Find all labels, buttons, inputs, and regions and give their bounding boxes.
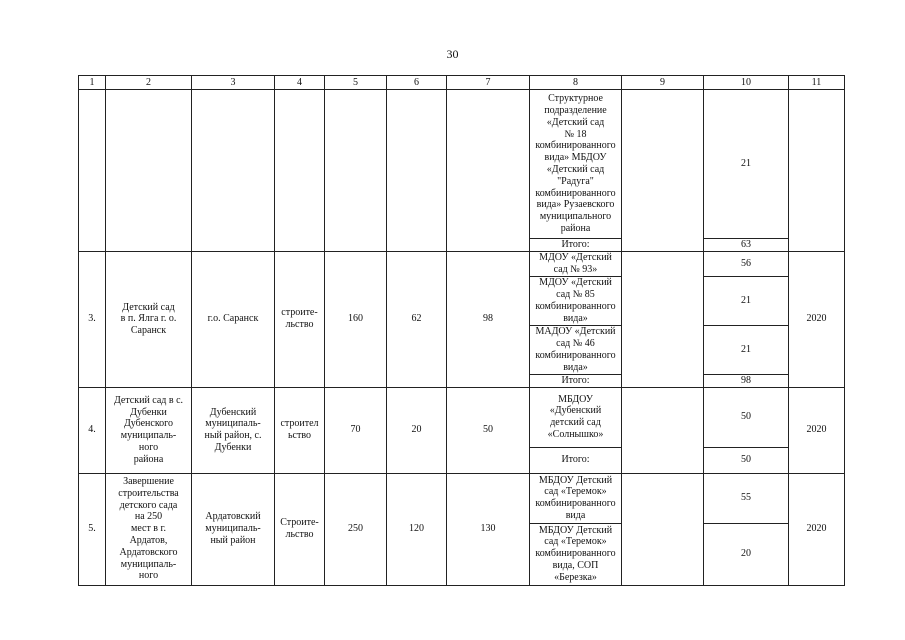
col-header: 8 bbox=[530, 76, 622, 90]
cell-institution: МДОУ «Детский сад № 85 комбинированного вида» bbox=[530, 276, 622, 325]
col-header: 1 bbox=[79, 76, 106, 90]
cell-name: Завершение строительства детского сада на 250 мест в г. Ардатов, Ардатовского муниципаль- ного bbox=[106, 473, 192, 585]
col-header: 2 bbox=[106, 76, 192, 90]
cell-location: Ардатовский муниципаль- ный район bbox=[192, 473, 275, 585]
header-row bbox=[79, 76, 845, 90]
cell-institution: МБДОУ «Дубенский детский сад «Солнышко» bbox=[530, 387, 622, 447]
cell-value: 20 bbox=[704, 523, 789, 585]
cell-value: 21 bbox=[704, 325, 789, 374]
cell-c5: 70 bbox=[325, 387, 387, 473]
cell-num: 5. bbox=[79, 473, 106, 585]
cell-c5 bbox=[325, 90, 387, 252]
cell-c9 bbox=[622, 90, 704, 252]
cell-name bbox=[106, 90, 192, 252]
cell-type: Строите- льство bbox=[275, 473, 325, 585]
table-row bbox=[79, 251, 845, 276]
col-header: 3 bbox=[192, 76, 275, 90]
cell-institution: МБДОУ Детский сад «Теремок» комбинированного вида bbox=[530, 473, 622, 523]
col-header: 5 bbox=[325, 76, 387, 90]
cell-institution: МДОУ «Детский сад № 93» bbox=[530, 251, 622, 276]
cell-num: 3. bbox=[79, 251, 106, 387]
cell-c9 bbox=[622, 387, 704, 473]
cell-c11: 2020 bbox=[789, 387, 845, 473]
cell-type: строите- льство bbox=[275, 251, 325, 387]
cell-location: Дубенский муниципаль- ный район, с. Дубенки bbox=[192, 387, 275, 473]
total-label: Итого: bbox=[530, 239, 622, 252]
cell-institution: МАДОУ «Детский сад № 46 комбинированного вида» bbox=[530, 325, 622, 374]
total-value: 63 bbox=[704, 239, 789, 252]
cell-value: 21 bbox=[704, 276, 789, 325]
cell-c6: 62 bbox=[387, 251, 447, 387]
cell-c6: 120 bbox=[387, 473, 447, 585]
table-row bbox=[79, 90, 845, 239]
col-header: 9 bbox=[622, 76, 704, 90]
cell-name: Детский сад в п. Ялга г. о. Саранск bbox=[106, 251, 192, 387]
cell-location bbox=[192, 90, 275, 252]
col-header: 6 bbox=[387, 76, 447, 90]
total-value: 50 bbox=[704, 447, 789, 473]
cell-c11 bbox=[789, 90, 845, 252]
cell-c7: 50 bbox=[447, 387, 530, 473]
col-header: 7 bbox=[447, 76, 530, 90]
cell-institution: Структурное подразделение «Детский сад № 18 комбинированного вида» МБДОУ «Детский сад "Радуга" комбинированного вида» Рузаевского муниципального района bbox=[530, 90, 622, 239]
total-value: 98 bbox=[704, 374, 789, 387]
cell-value: 21 bbox=[704, 90, 789, 239]
cell-c11: 2020 bbox=[789, 251, 845, 387]
total-label: Итого: bbox=[530, 447, 622, 473]
table-row bbox=[79, 473, 845, 523]
col-header: 4 bbox=[275, 76, 325, 90]
cell-c7: 130 bbox=[447, 473, 530, 585]
page-number: 30 bbox=[446, 47, 459, 61]
cell-num bbox=[79, 90, 106, 252]
table-row bbox=[79, 387, 845, 447]
cell-c9 bbox=[622, 473, 704, 585]
document-table bbox=[78, 75, 845, 586]
cell-c5: 250 bbox=[325, 473, 387, 585]
col-header: 10 bbox=[704, 76, 789, 90]
cell-c5: 160 bbox=[325, 251, 387, 387]
cell-name: Детский сад в с. Дубенки Дубенского муниципаль- ного района bbox=[106, 387, 192, 473]
cell-c7 bbox=[447, 90, 530, 252]
col-header: 11 bbox=[789, 76, 845, 90]
cell-value: 50 bbox=[704, 387, 789, 447]
cell-c6: 20 bbox=[387, 387, 447, 473]
cell-c9 bbox=[622, 251, 704, 387]
cell-c11: 2020 bbox=[789, 473, 845, 585]
cell-institution: МБДОУ Детский сад «Теремок» комбинированного вида, СОП «Березка» bbox=[530, 523, 622, 585]
cell-type bbox=[275, 90, 325, 252]
cell-type: строител ьство bbox=[275, 387, 325, 473]
cell-value: 55 bbox=[704, 473, 789, 523]
cell-c6 bbox=[387, 90, 447, 252]
cell-c7: 98 bbox=[447, 251, 530, 387]
cell-value: 56 bbox=[704, 251, 789, 276]
cell-location: г.о. Саранск bbox=[192, 251, 275, 387]
total-label: Итого: bbox=[530, 374, 622, 387]
cell-num: 4. bbox=[79, 387, 106, 473]
